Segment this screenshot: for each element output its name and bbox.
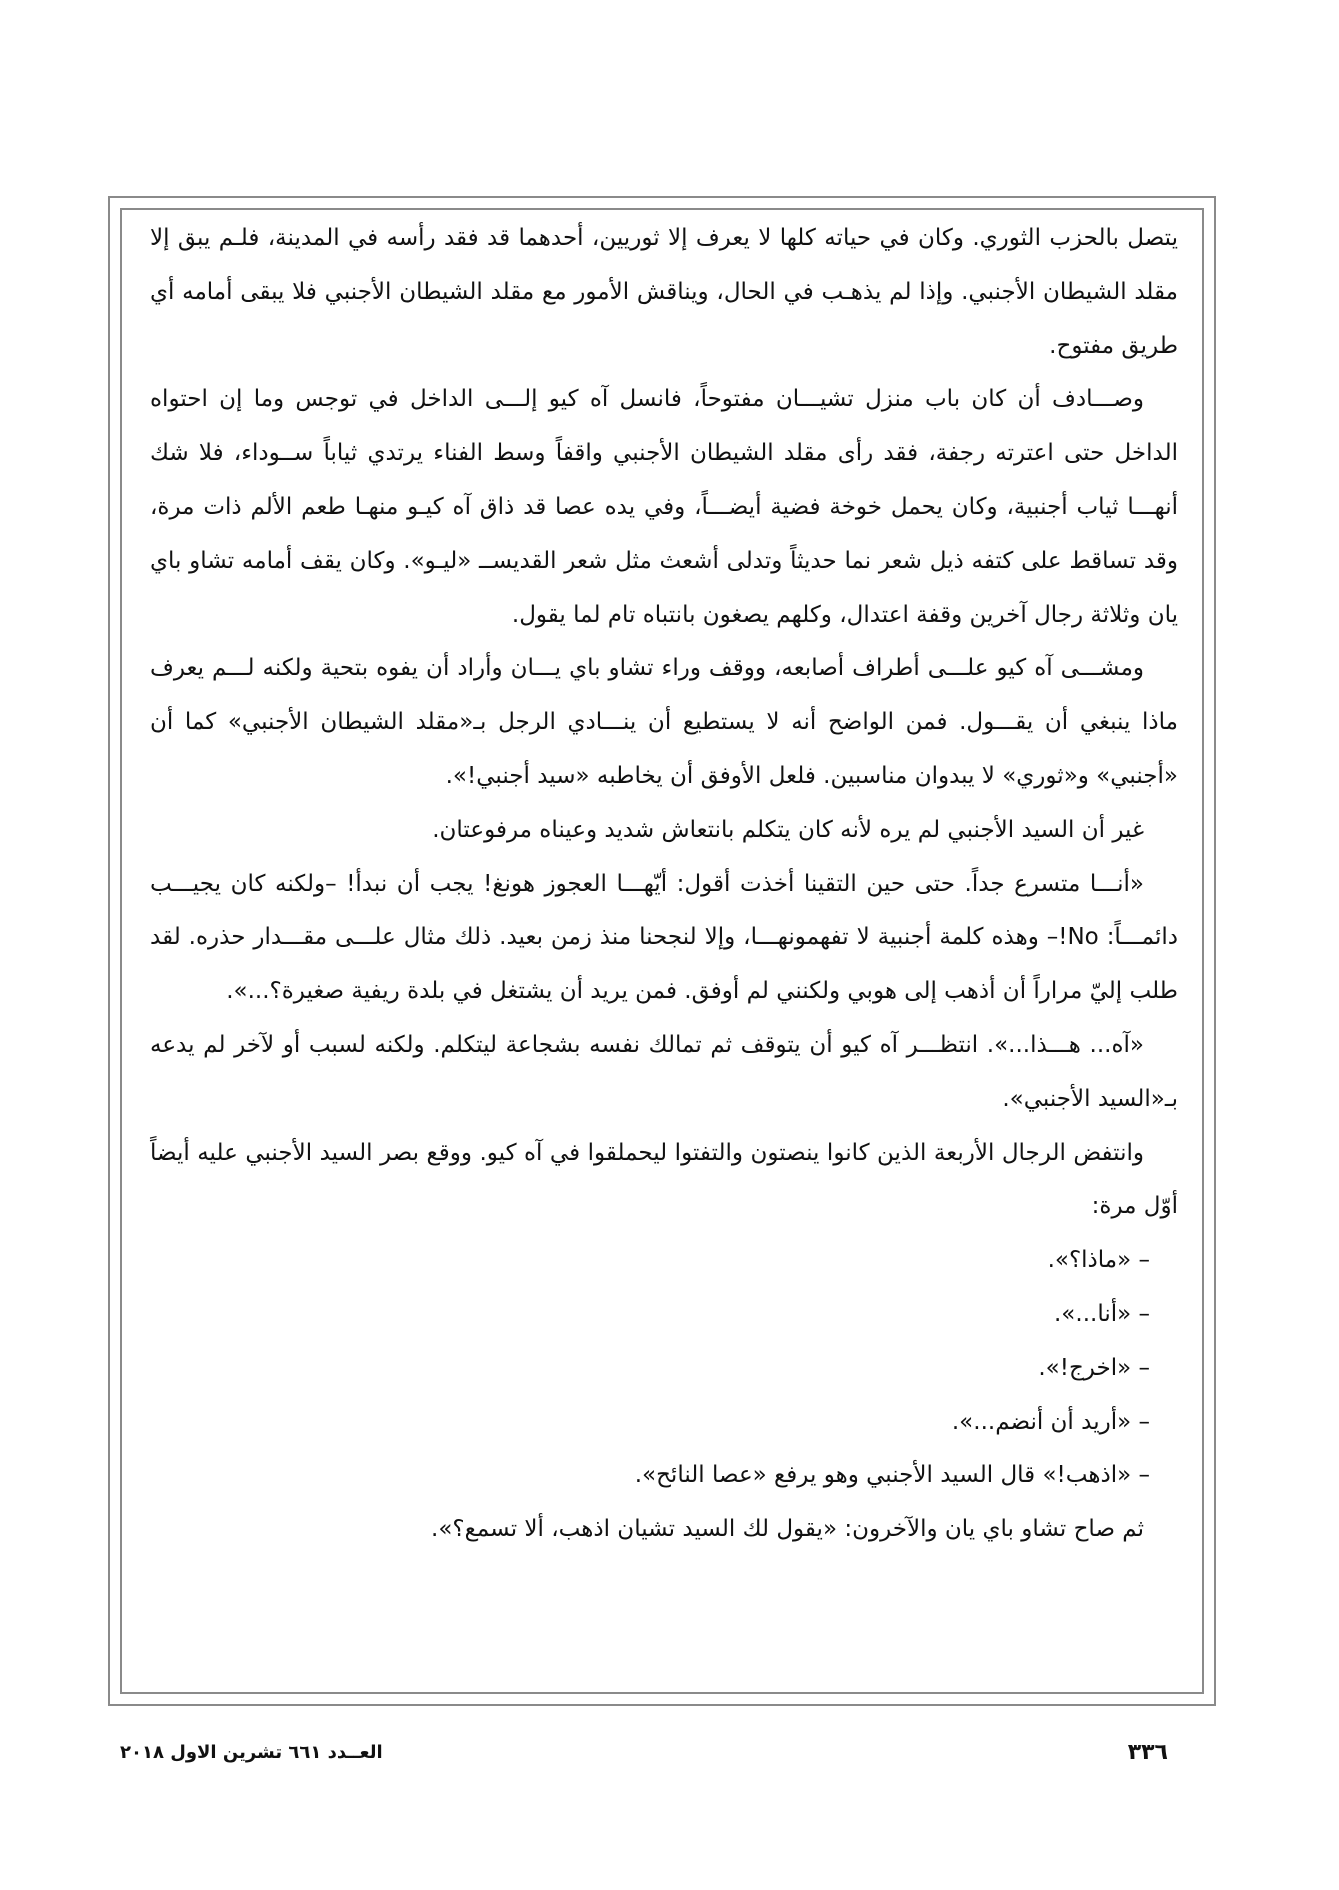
issue-label: العــدد ٦٦١ تشرين الاول ٢٠١٨ [120,1742,383,1763]
closing-paragraph: ثم صاح تشاو باي يان والآخرون: «يقول لك السيد تشيان اذهب، ألا تسمع؟». [431,1516,1144,1543]
page-number: ٣٣٦ [1127,1740,1168,1765]
article-body [150,212,1178,1557]
paragraph-7: وانتفض الرجال الأربعة الذين كانوا ينصتون والتفتوا ليحملقوا في آه كيو. ووقع بصر السيد الأجنبي عليه أيضاً أوّل مرة: [150,1139,1178,1220]
dialogue-line-4: – «أريد أن أنضم...». [951,1408,1150,1435]
paragraph-2: وصـــادف أن كان باب منزل تشيـــان مفتوحاً، فانسل آه كيو إلـــى الداخل في توجس وما إن احتواه الداخل حتى اعترته رجفة، فقد رأى مقلد الشيطان الأجنبي واقفاً وسط الفناء يرتدي ثياباً ســوداء، فلا شك أنهـــا ثياب أجنبية، وكان يحمل خوخة فضية أيضـــاً، وفي يده عصا قد ذاق آه كيـو منهـا طعم الألم ذات مرة، وقد تساقط على كتفه ذيل شعر نما حديثاً وتدلى أشعث مثل شعر القديســ «ليـو». وكان يقف أمامه تشاو باي يان وثلاثة رجال آخرين وقفة اعتدال، وكلهم يصغون بانتباه تام لما يقول. [150,386,1178,628]
paragraph-1: يتصل بالحزب الثوري. وكان في حياته كلها لا يعرف إلا ثوريين، أحدهما قد فقد رأسه في المدينة، فلـم يبق إلا مقلد الشيطان الأجنبي. وإذا لم يذهـب في الحال، ويناقش الأمور مع مقلد الشيطان الأجنبي فلا يبقى أمامه أي طريق مفتوح. [150,225,1178,359]
paragraph-5: «أنـــا متسرع جداً. حتى حين التقينا أخذت أقول: أيّهـــا العجوز هونغ! يجب أن نبدأ! –ولكنه كان يجيـــب دائمـــاً: No!– وهذه كلمة أجنبية لا تفهمونهـــا، وإلا لنجحنا منذ زمن بعيد. ذلك مثال علـــى مقـــدار حذره. لقد طلب إليّ مراراً أن أذهب إلى هوبي ولكنني لم أوفق. فمن يريد أن يشتغل في بلدة ريفية صغيرة؟...». [150,870,1178,1005]
dialogue-line-3: – «اخرج!». [1038,1354,1150,1381]
dialogue-line-2: – «أنا...». [1054,1300,1150,1327]
dialogue-line-5: – «اذهب!» قال السيد الأجنبي وهو يرفع «عصا النائح». [634,1462,1150,1489]
paragraph-4: غير أن السيد الأجنبي لم يره لأنه كان يتكلم بانتعاش شديد وعيناه مرفوعتان. [432,816,1144,843]
paragraph-6: «آه... هـــذا...». انتظـــر آه كيو أن يتوقف ثم تمالك نفسه بشجاعة ليتكلم. ولكنه لسبب أو لآخر لم يدعه بـ«السيد الأجنبي». [150,1031,1178,1112]
dialogue-line-1: – «ماذا؟». [1047,1247,1150,1274]
paragraph-3: ومشـــى آه كيو علـــى أطراف أصابعه، ووقف وراء تشاو باي يـــان وأراد أن يفوه بتحية ولكنه لـــم يعرف ماذا ينبغي أن يقـــول. فمن الواضح أنه لا يستطيع أن ينـــادي الرجل بـ«مقلد الشيطان الأجنبي» كما أن «أجنبي» و«ثوري» لا يبدوان مناسبين. فلعل الأوفق أن يخاطبه «سيد أجنبي!». [150,655,1178,789]
